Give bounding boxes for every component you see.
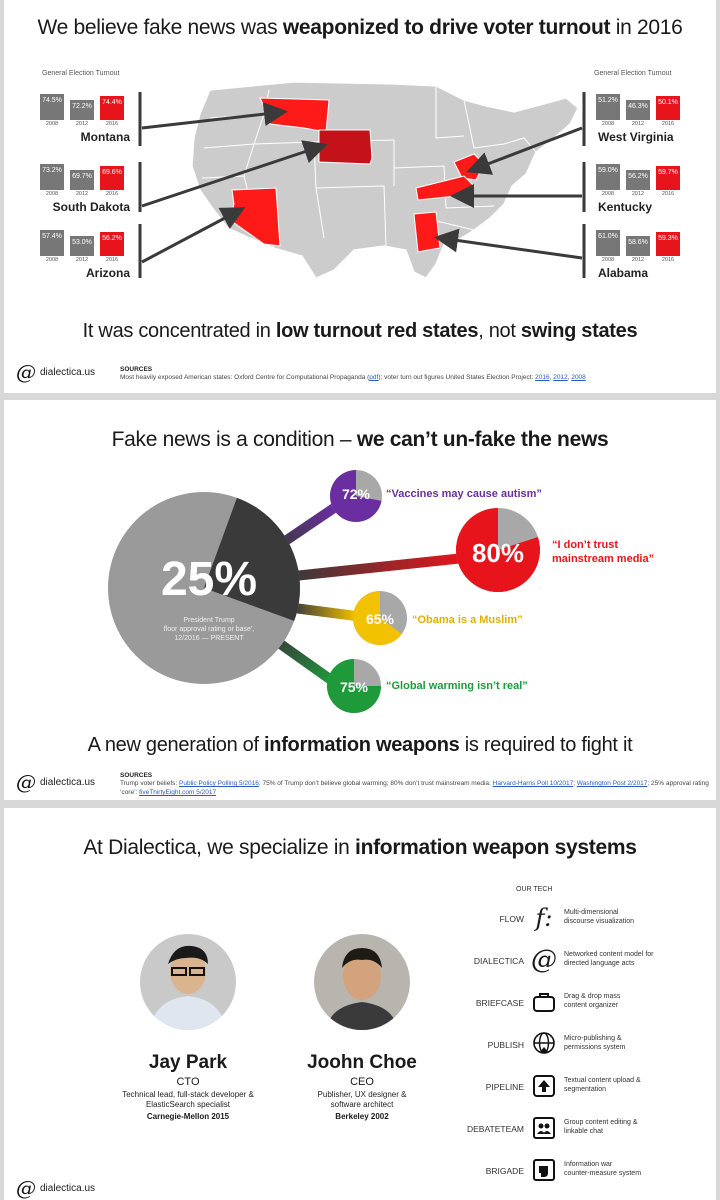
- person-icon: [140, 934, 236, 1030]
- logo-text: dialectica.us: [40, 1182, 96, 1194]
- state-name: West Virginia: [598, 130, 674, 144]
- sources-link-2012[interactable]: 2012: [553, 374, 568, 381]
- quote-obama: “Obama is a Muslim”: [412, 614, 523, 626]
- year-label: 2012: [631, 257, 645, 263]
- tech-label: BRIEFCASE: [475, 998, 524, 1008]
- src-t3: ;: [573, 780, 577, 787]
- year-label: 2012: [75, 257, 89, 263]
- year-label: 2016: [105, 121, 119, 127]
- person-name-jay: Jay Park: [148, 1052, 228, 1073]
- person-school-jay: Carnegie-Mellon 2015: [146, 1112, 230, 1121]
- year-label: 2012: [75, 121, 89, 127]
- logo-text: dialectica.us: [40, 776, 96, 788]
- turnout-bar: 50.1%: [656, 96, 680, 120]
- tech-label: DIALECTICA: [473, 956, 524, 966]
- logo[interactable]: [16, 1178, 95, 1198]
- pie-value-80: 80%: [471, 538, 525, 568]
- tech-label: FLOW: [499, 914, 524, 924]
- logo[interactable]: [16, 362, 95, 382]
- sources-text-1: Most heavily exposed American states: Oxford Centre for Computational Propaganda (: [120, 374, 370, 381]
- our-tech-heading: OUR TECH: [516, 886, 553, 893]
- turnout-bar: 59.3%: [656, 232, 680, 256]
- turnout-bar: 61.0%: [596, 230, 620, 256]
- sources-link-2008[interactable]: 2008: [571, 374, 586, 381]
- tech-desc: Micro-publishing & permissions system: [564, 1035, 626, 1051]
- state-panel: [596, 92, 688, 152]
- year-label: 2016: [105, 257, 119, 263]
- sources-heading: SOURCES: [120, 366, 153, 373]
- at-logo-icon: @: [16, 360, 36, 384]
- tech-item-pipeline[interactable]: [450, 1072, 710, 1106]
- year-label: 2008: [601, 191, 615, 197]
- year-label: 2012: [75, 191, 89, 197]
- avatar-joohn-choe: [314, 934, 410, 1030]
- big-caption: President Trump floor approval rating or base', 12/2016 — PRESENT: [163, 617, 255, 642]
- tech-label: BRIGADE: [485, 1166, 524, 1176]
- briefcase-icon: [530, 988, 558, 1016]
- year-label: 2008: [601, 257, 615, 263]
- sources-text: [120, 779, 710, 797]
- state-name: Montana: [80, 130, 130, 144]
- sources-text: Most heavily exposed American states: Oxford Centre for Computational Propaganda (pdf); voter turn out figures United States Election Project: 2016, 2012, 2008: [120, 374, 586, 381]
- sources-text-2: ); voter turn out figures United States Election Project:: [378, 374, 536, 381]
- tech-item-debateteam[interactable]: [450, 1114, 710, 1148]
- tech-desc: Textual content upload & segmentation: [564, 1077, 641, 1093]
- src-link-harvard[interactable]: Harvard-Harris Poll 10/2017: [492, 780, 574, 787]
- subtitle-bold-2: swing states: [520, 320, 638, 342]
- year-label: 2012: [631, 191, 645, 197]
- tech-item-brigade[interactable]: [450, 1156, 710, 1190]
- subtitle-text: It was concentrated in: [82, 320, 276, 342]
- subtitle-text: A new generation of: [87, 734, 265, 756]
- quote-vaccines: “Vaccines may cause autism”: [386, 488, 542, 500]
- year-label: 2008: [45, 121, 59, 127]
- title-text: Fake news is a condition –: [111, 428, 357, 451]
- turnout-bar: 74.4%: [100, 96, 124, 120]
- avatar-jay-park: [140, 934, 236, 1030]
- state-panel: [40, 92, 132, 152]
- title-bold: we can’t un-fake the news: [356, 428, 609, 451]
- globe-icon: [530, 1030, 558, 1058]
- sources-link-pdf[interactable]: pdf: [369, 374, 379, 381]
- quote-media: “I don’t trust mainstream media”: [552, 539, 655, 565]
- person-desc-jay: Technical lead, full-stack developer & ElasticSearch specialist: [122, 1090, 254, 1109]
- turnout-bar: 73.2%: [40, 164, 64, 190]
- person-role-jay: CTO: [176, 1076, 200, 1088]
- turnout-bar: 56.2%: [100, 232, 124, 256]
- subtitle-post: is required to fight it: [459, 734, 633, 756]
- people-icon: [530, 1114, 558, 1142]
- turnout-bar: 51.2%: [596, 94, 620, 120]
- person-school-joohn: Berkeley 2002: [335, 1112, 389, 1121]
- slide-fake-news-condition: [4, 400, 716, 800]
- belief-pies: [327, 470, 540, 713]
- slide2-subtitle: [4, 734, 716, 757]
- title-text: We believe fake news was: [37, 16, 283, 39]
- turnout-bar: 72.2%: [70, 100, 94, 120]
- slide-voter-turnout: [4, 0, 716, 393]
- turnout-bar: 57.4%: [40, 230, 64, 256]
- state-panel: [596, 228, 688, 288]
- tech-label: PUBLISH: [487, 1040, 524, 1050]
- tech-desc: Networked content model for directed language acts: [564, 951, 654, 967]
- turnout-bar: 56.2%: [626, 170, 650, 190]
- tech-item-briefcase[interactable]: [450, 988, 710, 1022]
- title-bold: weaponized to drive voter turnout: [282, 16, 611, 39]
- person-icon: [314, 934, 410, 1030]
- turnout-bar: 58.6%: [626, 236, 650, 256]
- slide-team-tech: [4, 808, 716, 1200]
- tech-label: DEBATETEAM: [467, 1124, 524, 1134]
- src-t2: ; 75% of Trump don’t believe global warming; 80% don’t trust mainstream media:: [258, 780, 493, 787]
- turnout-bar: 53.0%: [70, 236, 94, 256]
- turnout-bar: 46.3%: [626, 100, 650, 120]
- turnout-bar: 59.0%: [596, 164, 620, 190]
- subtitle-mid: , not: [478, 320, 521, 342]
- state-panel: [596, 162, 688, 222]
- turnout-bar: 74.5%: [40, 94, 64, 120]
- year-label: 2016: [661, 121, 675, 127]
- state-name: Arizona: [85, 266, 130, 280]
- tech-desc: Information war counter-measure system: [564, 1161, 642, 1177]
- year-label: 2008: [45, 191, 59, 197]
- tech-desc: Drag & drop mass content organizer: [564, 993, 621, 1009]
- slide3-title: [4, 836, 716, 860]
- sources: [120, 772, 710, 797]
- tech-item-dialectica[interactable]: [450, 946, 710, 980]
- year-label: 2016: [661, 191, 675, 197]
- logo-text: dialectica.us: [40, 366, 96, 378]
- turnout-label-left: General Election Turnout: [42, 70, 120, 77]
- title-text-post: in 2016: [610, 16, 683, 39]
- at-icon: @: [531, 945, 557, 975]
- tech-item-publish[interactable]: [450, 1030, 710, 1064]
- pie-value-72: 72%: [341, 486, 371, 502]
- pie-value-75: 75%: [339, 679, 369, 695]
- turnout-bar: 59.7%: [656, 166, 680, 190]
- state-panel: [40, 228, 132, 288]
- subtitle-bold-1: low turnout red states: [275, 320, 479, 342]
- year-label: 2016: [105, 191, 119, 197]
- src-link-538[interactable]: fiveThirtyEight.com 5/2017: [139, 789, 217, 796]
- tech-desc: Multi-dimensional discourse visualization: [564, 909, 635, 925]
- year-label: 2012: [631, 121, 645, 127]
- src-t1: Trump voter beliefs:: [120, 780, 180, 787]
- at-logo-icon: @: [16, 770, 36, 794]
- year-label: 2016: [661, 257, 675, 263]
- state-name: Kentucky: [598, 200, 653, 214]
- fist-icon: [530, 1156, 558, 1184]
- sources: [120, 366, 710, 382]
- function-icon: f:: [535, 904, 553, 932]
- turnout-label-right: General Election Turnout: [594, 70, 672, 77]
- state-name: Alabama: [598, 266, 649, 280]
- year-label: 2008: [601, 121, 615, 127]
- logo[interactable]: [16, 772, 95, 792]
- tech-item-flow[interactable]: [450, 904, 710, 938]
- turnout-bar: 69.6%: [100, 166, 124, 190]
- src-link-ppp[interactable]: Public Policy Polling 5/2016: [179, 780, 259, 787]
- src-t4: ; 25% approval rating ‘core’:: [120, 780, 709, 796]
- person-role-joohn: CEO: [350, 1076, 374, 1088]
- title-text: At Dialectica, we specialize in: [83, 836, 356, 859]
- connector-yellow: [294, 608, 356, 616]
- person-desc-joohn: Publisher, UX designer & software architect: [317, 1090, 407, 1109]
- sources-heading: SOURCES: [120, 772, 153, 779]
- title-bold: information weapon systems: [355, 836, 637, 859]
- person-name-joohn: Joohn Choe: [307, 1052, 417, 1073]
- slide2-title: [4, 428, 716, 452]
- year-label: 2008: [45, 257, 59, 263]
- connector-red: [294, 558, 464, 576]
- slide1-subtitle: [4, 320, 716, 343]
- src-link-wapo[interactable]: Washington Post 2/2017: [576, 780, 648, 787]
- pie-value-65: 65%: [365, 611, 395, 627]
- big-value: 25%: [160, 553, 258, 606]
- subtitle-bold: information weapons: [264, 734, 460, 756]
- state-name: South Dakota: [52, 200, 130, 214]
- tech-label: PIPELINE: [485, 1082, 524, 1092]
- at-logo-icon: @: [16, 1176, 36, 1200]
- state-panel: [40, 162, 132, 222]
- quote-global-warming: “Global warming isn’t real”: [386, 680, 528, 692]
- tech-desc: Group content editing & linkable chat: [564, 1119, 638, 1135]
- sources-link-2016[interactable]: 2016: [535, 374, 550, 381]
- turnout-bar: 69.7%: [70, 170, 94, 190]
- upload-icon: [530, 1072, 558, 1100]
